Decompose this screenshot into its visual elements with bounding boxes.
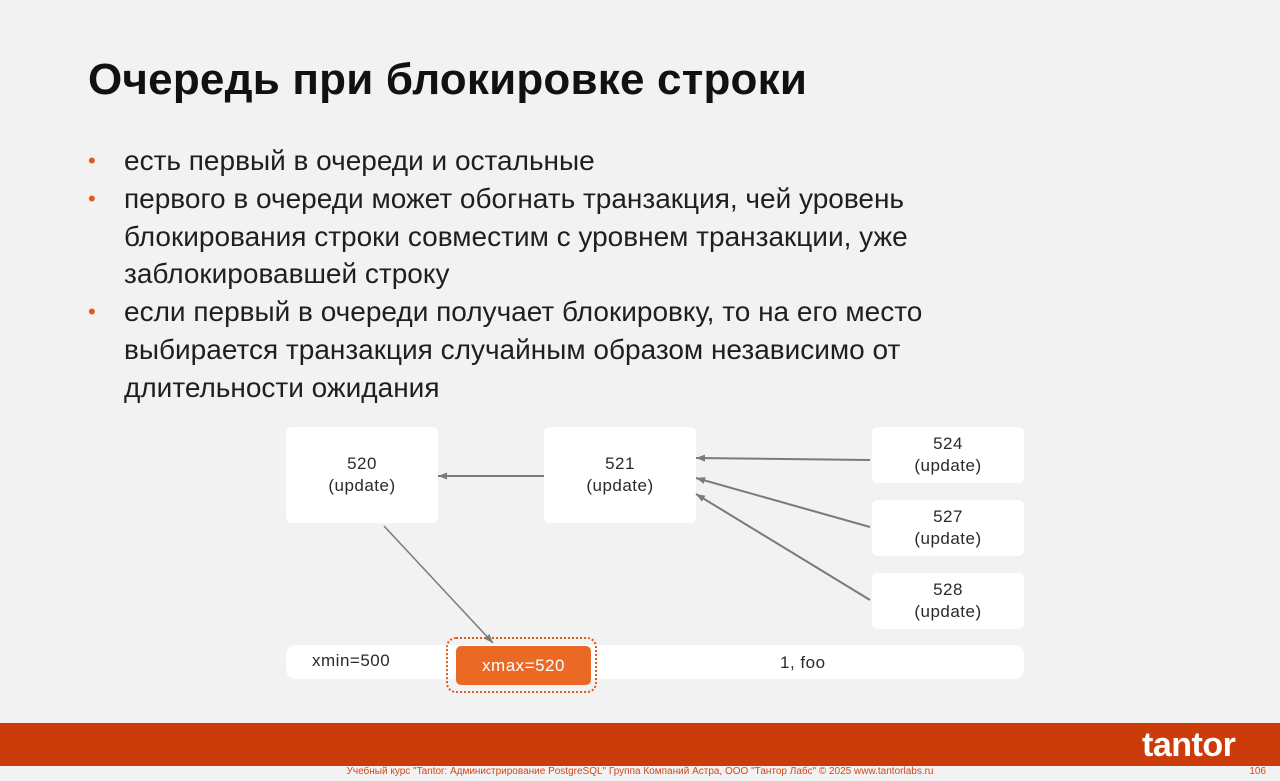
bullet-marker: •: [88, 185, 96, 211]
slide-title: Очередь при блокировке строки: [88, 55, 808, 104]
bullet-line: есть первый в очереди и остальные: [124, 145, 595, 176]
bullet-line: выбирается транзакция случайным образом независимо от: [124, 333, 901, 365]
footer-copyright: Учебный курс "Tantor: Администрирование PostgreSQL" Группа Компаний Астра, ООО "Тантор Лабс" © 2025 www.tantorlabs.ru: [346, 766, 934, 777]
transaction-id: 527: [933, 507, 963, 526]
transaction-id: 521: [605, 454, 635, 473]
bullet-line: заблокировавшей строку: [124, 258, 450, 290]
transaction-id: 528: [933, 580, 963, 599]
bullet-line: длительности ожидания: [124, 371, 440, 403]
bullet-line: если первый в очереди получает блокировку, то на его место: [124, 296, 923, 328]
transaction-op: (update): [914, 456, 982, 475]
bullet-line: первого в очереди может обогнать транзакция, чей уровень: [124, 182, 905, 214]
arrow-527-to-521: [696, 478, 870, 527]
transaction-op: (update): [586, 476, 654, 495]
transaction-op: (update): [914, 529, 982, 548]
transaction-id: 520: [347, 454, 377, 473]
xmin-cell: xmin=500: [312, 651, 391, 670]
bullet-marker: •: [88, 299, 96, 325]
arrow-528-to-521: [696, 494, 870, 600]
transaction-op: (update): [328, 476, 396, 495]
bullet-line: блокирования строки совместим с уровнем транзакции, уже: [124, 220, 908, 252]
arrow-520-to-xmax: [384, 526, 493, 643]
page-number: 106: [1249, 766, 1266, 777]
bullet-marker: •: [88, 148, 96, 173]
transaction-op: (update): [914, 602, 982, 621]
footer-bar: [0, 723, 1280, 766]
arrow-524-to-521: [696, 458, 870, 460]
xmax-label: xmax=520: [482, 655, 565, 675]
transaction-id: 524: [933, 434, 963, 453]
tantor-logo: tantor: [1142, 726, 1236, 764]
row-data-cell: 1, foo: [780, 653, 826, 672]
